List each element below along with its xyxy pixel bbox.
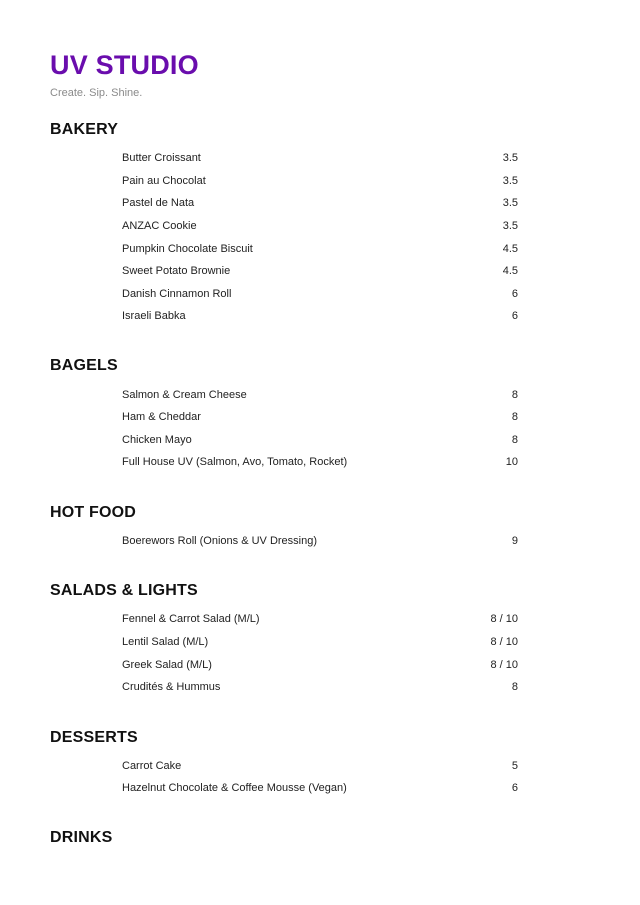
item-price: 4.5 (502, 243, 518, 255)
item-name: Pumpkin Chocolate Biscuit (122, 243, 253, 255)
item-price: 8 / 10 (490, 613, 518, 625)
item-price: 6 (511, 310, 518, 322)
item-name: Salmon & Cream Cheese (122, 389, 247, 401)
item-name: Boerewors Roll (Onions & UV Dressing) (122, 535, 318, 547)
item-price: 8 (511, 434, 518, 446)
item-price: 10 (505, 456, 518, 468)
item-price: 4.5 (502, 265, 518, 277)
menu-item (122, 150, 518, 166)
section-title-drinks: DRINKS (50, 829, 113, 846)
item-name: Crudités & Hummus (122, 681, 221, 693)
item-price: 9 (511, 535, 518, 547)
menu-item (122, 263, 518, 279)
item-price: 3.5 (502, 175, 518, 187)
menu-item (122, 432, 518, 448)
section-title-bakery: BAKERY (50, 121, 119, 138)
item-name: Carrot Cake (122, 760, 182, 772)
item-price: 8 (511, 411, 518, 423)
item-price: 3.5 (502, 220, 518, 232)
item-price: 3.5 (502, 152, 518, 164)
menu-item (122, 173, 518, 189)
item-name: ANZAC Cookie (122, 220, 197, 232)
menu-item (122, 679, 518, 695)
item-price: 8 (511, 389, 518, 401)
item-name: Lentil Salad (M/L) (122, 636, 209, 648)
menu-item (122, 657, 518, 673)
item-price: 6 (511, 288, 518, 300)
menu-item (122, 387, 518, 403)
item-name: Greek Salad (M/L) (122, 659, 212, 671)
menu-item (122, 241, 518, 257)
item-name: Full House UV (Salmon, Avo, Tomato, Rocket) (122, 456, 348, 468)
item-price: 3.5 (502, 197, 518, 209)
menu-item (122, 308, 518, 324)
item-price: 8 (511, 681, 518, 693)
item-name: Israeli Babka (122, 310, 186, 322)
item-name: Hazelnut Chocolate & Coffee Mousse (Vegan) (122, 782, 347, 794)
menu-item (122, 758, 518, 774)
item-name: Pastel de Nata (122, 197, 195, 209)
menu-item (122, 780, 518, 796)
menu-item (122, 454, 518, 470)
menu-item (122, 195, 518, 211)
menu-item (122, 409, 518, 425)
section-title-bagels: BAGELS (50, 357, 118, 374)
item-price: 5 (511, 760, 518, 772)
item-price: 8 / 10 (490, 659, 518, 671)
item-price: 6 (511, 782, 518, 794)
menu-item (122, 218, 518, 234)
section-title-hot-food: HOT FOOD (50, 504, 137, 521)
section-title-desserts: DESSERTS (50, 729, 138, 746)
item-name: Danish Cinnamon Roll (122, 288, 232, 300)
brand-tagline: Create. Sip. Shine. (50, 87, 143, 99)
item-name: Fennel & Carrot Salad (M/L) (122, 613, 260, 625)
brand-title: UV STUDIO (50, 50, 199, 80)
section-title-salads-lights: SALADS & LIGHTS (50, 582, 198, 599)
menu-item (122, 286, 518, 302)
item-name: Chicken Mayo (122, 434, 192, 446)
item-price: 8 / 10 (490, 636, 518, 648)
menu-item (122, 533, 518, 549)
item-name: Pain au Chocolat (122, 175, 206, 187)
menu-item (122, 634, 518, 650)
menu-item (122, 611, 518, 627)
item-name: Butter Croissant (122, 152, 201, 164)
item-name: Ham & Cheddar (122, 411, 201, 423)
item-name: Sweet Potato Brownie (122, 265, 231, 277)
